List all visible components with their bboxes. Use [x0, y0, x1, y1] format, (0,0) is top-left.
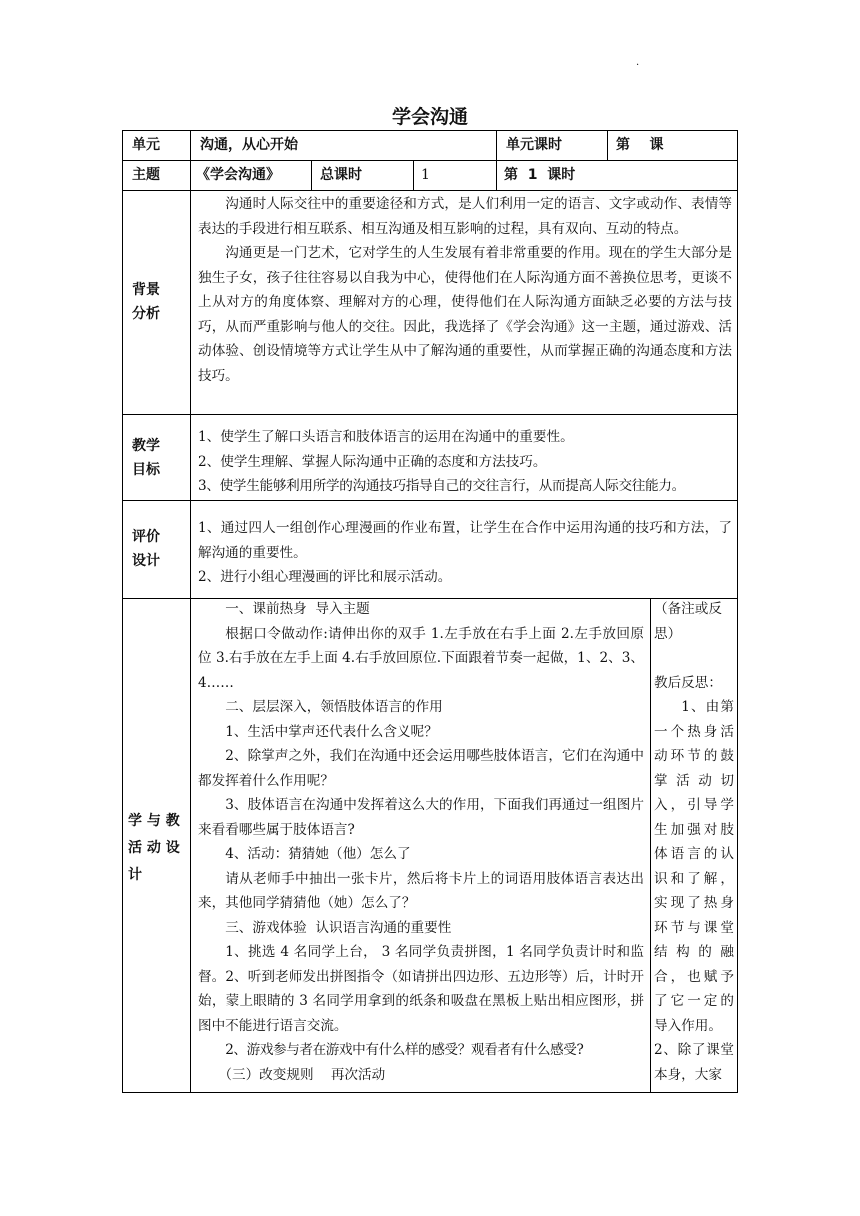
unit-lesson-label: 单元课时	[506, 137, 562, 153]
activity-paragraph: 一、课前热身 导入主题	[225, 601, 370, 617]
notes-title: 教后反思：	[654, 674, 722, 691]
topic-value: 《学会沟通》	[196, 167, 280, 183]
notes-body: 2、除了课堂本身，大家	[654, 1042, 734, 1083]
notes-column	[654, 597, 734, 1087]
activity-paragraph: 4、活动：猜猜她（他）怎么了	[225, 846, 411, 862]
evaluation-item: 2、进行小组心理漫画的评比和展示活动。	[198, 569, 452, 585]
activity-paragraph: （三）改变规则 再次活动	[218, 1066, 386, 1083]
lesson-number: 第 1 课时	[504, 167, 576, 183]
unit-lesson-value: 第 课	[616, 137, 664, 153]
activity-paragraph: 1、挑选 4 名同学上台， 3 名同学负责拼图，1 名同学负责计时和监督。2、听到老师发出拼图指令（如请拼出四边形、五边形等）后，计时开始，蒙上眼睛的 3 名同学用拿到的纸条和吸盘在黑板上贴出相应图形，拼图中不能进行语言交流。	[198, 944, 644, 1034]
notes-body: 1、由第一个热身活动环节的鼓掌活动切入，引导学生加强对肢体语言的认识和了解，实现了热身环节与课堂结构的融合，也赋予了它一定的导入作用。	[654, 699, 734, 1034]
document-title: 学会沟通	[391, 106, 468, 128]
goals-text	[198, 425, 734, 499]
activity-paragraph: 请从老师手中抽出一张卡片，然后将卡片上的词语用肢体语言表达出来，其他同学猜猜他（她）怎么了？	[198, 870, 644, 911]
unit-label: 单元	[132, 137, 160, 153]
activity-paragraph: 根据口令做动作:请伸出你的双手 1.左手放在右手上面 2.左手放回原位 3.右手放在左手上面 4.右手放回原位.下面跟着节奏一起做，1、2、3、4……	[198, 625, 644, 691]
unit-value: 沟通，从心开始	[200, 137, 298, 153]
background-paragraph: 沟通时人际交往中的重要途径和方式，是人们利用一定的语言、文字或动作、表情等表达的手段进行相互联系、相互沟通及相互影响的过程，具有双向、互动的特点。	[198, 196, 732, 237]
goal-item: 1、使学生了解口头语言和肢体语言的运用在沟通中的重要性。	[198, 429, 574, 445]
page-mark: .	[636, 57, 640, 68]
goal-item: 3、使学生能够利用所学的沟通技巧指导自己的交往言行，从而提高人际交往能力。	[198, 478, 685, 494]
background-text	[198, 192, 732, 388]
evaluation-text	[198, 516, 732, 590]
total-hours-value: 1	[421, 167, 430, 183]
activity-paragraph: 2、除掌声之外，我们在沟通中还会运用哪些肢体语言，它们在沟通中都发挥着什么作用呢？	[198, 748, 644, 789]
evaluation-label: 评价 设计	[132, 529, 160, 569]
activities-label: 学 与 教 活 动 设 计	[128, 813, 180, 883]
activity-paragraph: 三、游戏体验 认识语言沟通的重要性	[225, 919, 452, 936]
activity-paragraph: 二、层层深入，领悟肢体语言的作用	[225, 699, 443, 715]
background-paragraph: 沟通更是一门艺术，它对学生的人生发展有着非常重要的作用。现在的学生大部分是独生子女，孩子往往容易以自我为中心，使得他们在人际沟通方面不善换位思考，更谈不上从对方的角度体察、理解对方的心理，使得他们在人际沟通方面缺乏必要的方法与技巧，从而严重影响与他人的交往。因此，我选择了《学会沟通》这一主题，通过游戏、活动体验、创设情境等方式让学生从中了解沟通的重要性，从而掌握正确的沟通态度和方法技巧。	[198, 245, 732, 384]
total-hours-label: 总课时	[320, 167, 362, 183]
activity-paragraph: 2、游戏参与者在游戏中有什么样的感受？观看者有什么感受?	[225, 1042, 584, 1058]
notes-header: （备注或反思）	[654, 601, 722, 642]
evaluation-item: 1、通过四人一组创作心理漫画的作业布置，让学生在合作中运用沟通的技巧和方法，了解沟通的重要性。	[198, 520, 732, 561]
background-label: 背景 分析	[132, 282, 160, 322]
goals-label: 教学 目标	[132, 438, 160, 478]
activities-text	[198, 597, 644, 1087]
activity-paragraph: 1、生活中掌声还代表什么含义呢？	[225, 723, 438, 740]
activity-paragraph: 3、肢体语言在沟通中发挥着这么大的作用，下面我们再通过一组图片来看看哪些属于肢体语言?	[198, 797, 644, 838]
goal-item: 2、使学生理解、掌握人际沟通中正确的态度和方法技巧。	[198, 453, 547, 470]
topic-label: 主题	[132, 167, 160, 183]
